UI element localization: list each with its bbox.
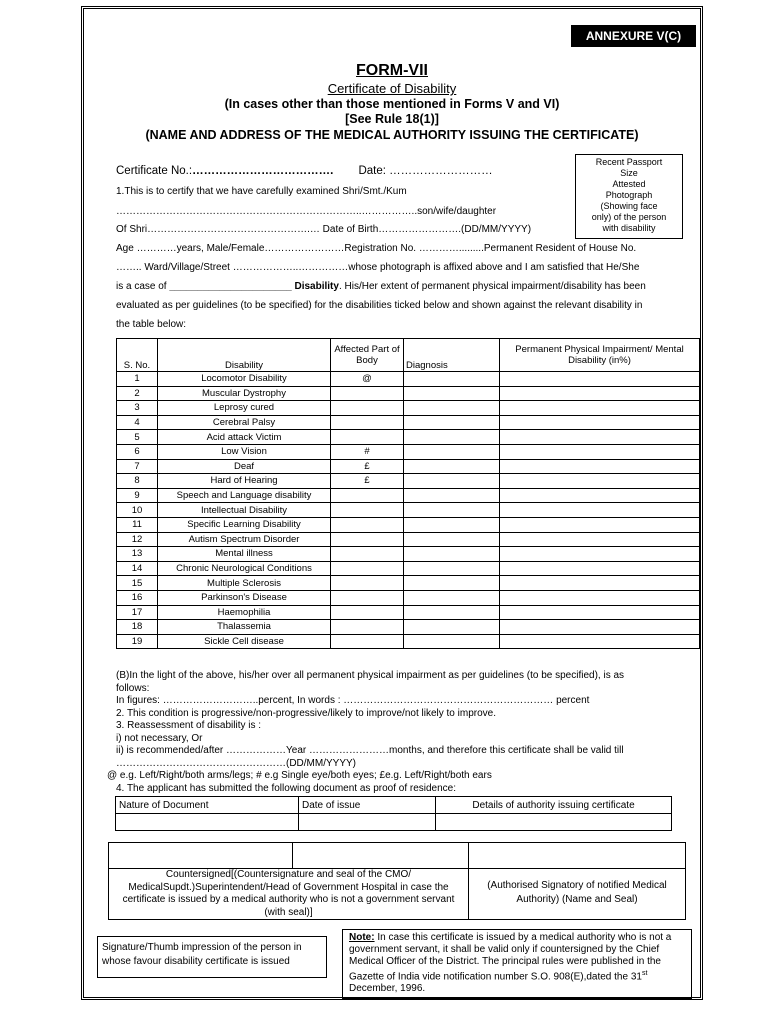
row-disability: Muscular Dystrophy [158, 386, 331, 401]
table-row [117, 401, 700, 416]
note-superscript: st [641, 970, 648, 977]
authorised-signatory-box: (Authorised Signatory of notified Medical Authority) (Name and Seal) [468, 868, 686, 920]
row-diagnosis[interactable] [404, 459, 500, 474]
row-affected-part [331, 532, 404, 547]
row-diagnosis[interactable] [404, 561, 500, 576]
body-line: Age …………years, Male/Female……………………Registration No. ………….........Permanent Resident of House No. [116, 243, 637, 254]
note-label: Note: [349, 932, 375, 943]
disability-table [116, 338, 700, 649]
row-diagnosis[interactable] [404, 503, 500, 518]
row-impairment[interactable] [500, 430, 700, 445]
body-line: evaluated as per guidelines (to be specified) for the disabilities ticked below and shown against the relevant disability in [116, 300, 643, 311]
form-rule: [See Rule 18(1)] [345, 112, 439, 126]
row-affected-part [331, 503, 404, 518]
assessment-line: 3. Reassessment of disability is : [116, 720, 262, 731]
assessment-line: ii) is recommended/after ………………Year ……………………months, and therefore this certificate shall be valid till [116, 745, 624, 756]
row-sno: 19 [117, 634, 158, 649]
doc-authority-cell[interactable] [436, 814, 672, 831]
form-cases: (In cases other than those mentioned in Forms V and VI) [224, 97, 560, 111]
table-row [116, 814, 672, 831]
row-diagnosis[interactable] [404, 488, 500, 503]
row-disability: Multiple Sclerosis [158, 576, 331, 591]
body-line: …….. Ward/Village/Street ………………..……………whose photograph is affixed above and I am satisfied that He/She [116, 262, 640, 273]
row-sno: 1 [117, 372, 158, 387]
table-row [117, 620, 700, 635]
table-row [117, 517, 700, 532]
table-row [117, 634, 700, 649]
row-sno: 11 [117, 517, 158, 532]
row-disability: Haemophilia [158, 605, 331, 620]
row-impairment[interactable] [500, 372, 700, 387]
assessment-line: In figures: ………………………..percent, In words : ……………………………………………………… percent [116, 695, 590, 706]
signature-cell[interactable] [468, 842, 686, 869]
row-diagnosis[interactable] [404, 634, 500, 649]
row-impairment[interactable] [500, 386, 700, 401]
disability-field[interactable]: ______________________ Disability [169, 281, 339, 292]
row-affected-part [331, 517, 404, 532]
assessment-line: 2. This condition is progressive/non-progressive/likely to improve/not likely to improve. [116, 707, 496, 719]
row-disability: Mental illness [158, 547, 331, 562]
row-impairment[interactable] [500, 590, 700, 605]
row-sno: 7 [117, 459, 158, 474]
assessment-section [116, 670, 661, 770]
authority-heading: (NAME AND ADDRESS OF THE MEDICAL AUTHORITY ISSUING THE CERTIFICATE) [145, 128, 639, 142]
table-row [117, 532, 700, 547]
row-impairment[interactable] [500, 576, 700, 591]
row-affected-part [331, 590, 404, 605]
row-diagnosis[interactable] [404, 532, 500, 547]
row-impairment[interactable] [500, 561, 700, 576]
row-sno: 3 [117, 401, 158, 416]
row-impairment[interactable] [500, 488, 700, 503]
table-row [117, 547, 700, 562]
body-line: Of Shri………………………………………….… Date of Birth…………………….(DD/MM/YYYY) [116, 224, 532, 235]
table-header-row [117, 339, 700, 372]
row-impairment[interactable] [500, 503, 700, 518]
row-affected-part [331, 634, 404, 649]
row-affected-part: £ [331, 459, 404, 474]
row-disability: Leprosy cured [158, 401, 331, 416]
row-diagnosis[interactable] [404, 372, 500, 387]
body-line: the table below: [116, 319, 187, 330]
row-disability: Acid attack Victim [158, 430, 331, 445]
header-impairment: Permanent Physical Impairment/ Mental Disability (in%) [500, 339, 700, 372]
row-affected-part [331, 547, 404, 562]
row-sno: 4 [117, 415, 158, 430]
body-line: 1.This is to certify that we have carefully examined Shri/Smt./Kum [116, 186, 407, 197]
row-sno: 14 [117, 561, 158, 576]
row-impairment[interactable] [500, 415, 700, 430]
row-diagnosis[interactable] [404, 547, 500, 562]
row-impairment[interactable] [500, 459, 700, 474]
photo-text: Photograph [605, 190, 653, 200]
header-affected-part: Affected Part of Body [331, 339, 404, 372]
header-sno: S. No. [117, 339, 158, 372]
table-row [117, 386, 700, 401]
body-line [116, 281, 646, 292]
row-impairment[interactable] [500, 547, 700, 562]
assessment-line: i) not necessary, Or [116, 732, 203, 744]
row-impairment[interactable] [500, 620, 700, 635]
row-diagnosis[interactable] [404, 517, 500, 532]
annexure-label: ANNEXURE V(C) [571, 25, 696, 47]
row-impairment[interactable] [500, 532, 700, 547]
row-diagnosis[interactable] [404, 576, 500, 591]
note-end: December, 1996. [349, 983, 426, 995]
row-diagnosis[interactable] [404, 620, 500, 635]
table-row [117, 430, 700, 445]
row-sno: 16 [117, 590, 158, 605]
row-disability: Chronic Neurological Conditions [158, 561, 331, 576]
doc-nature-cell[interactable] [116, 814, 299, 831]
row-affected-part [331, 401, 404, 416]
row-sno: 15 [117, 576, 158, 591]
row-sno: 13 [117, 547, 158, 562]
row-affected-part [331, 415, 404, 430]
photo-text: Recent Passport [595, 157, 663, 167]
row-diagnosis[interactable] [404, 474, 500, 489]
photo-text: Size [620, 168, 638, 178]
table-row [117, 576, 700, 591]
doc-header-authority: Details of authority issuing certificate [436, 797, 672, 814]
row-impairment[interactable] [500, 444, 700, 459]
row-disability: Intellectual Disability [158, 503, 331, 518]
countersigned-box: Countersigned[(Countersignature and seal of the CMO/ MedicalSupdt.)Superintendent/Head of Government Hospital in case the certificate is issued by a medical authority who is not a government servant (with seal)] [108, 868, 469, 920]
row-affected-part [331, 561, 404, 576]
row-diagnosis[interactable] [404, 605, 500, 620]
form-title: FORM-VII [356, 62, 428, 79]
row-disability: Speech and Language disability [158, 488, 331, 503]
disability-table-body [117, 372, 700, 649]
photo-text: (Showing face [600, 201, 658, 211]
row-affected-part [331, 576, 404, 591]
row-sno: 12 [117, 532, 158, 547]
row-diagnosis[interactable] [404, 401, 500, 416]
row-affected-part [331, 605, 404, 620]
row-sno: 6 [117, 444, 158, 459]
row-disability: Sickle Cell disease [158, 634, 331, 649]
body-text: . His/Her extent of permanent physical impairment/disability has been [338, 281, 646, 292]
assessment-line: (B)In the light of the above, his/her over all permanent physical impairment as per guidelines (to be specified), is as [116, 670, 625, 681]
body-line: ………………………………………………………………..……………..son/wife/daughter [116, 206, 497, 217]
row-diagnosis[interactable] [404, 415, 500, 430]
table-row [117, 590, 700, 605]
assessment-line: follows: [116, 682, 150, 694]
row-sno: 8 [117, 474, 158, 489]
doc-header-nature: Nature of Document [116, 797, 299, 814]
row-affected-part: # [331, 444, 404, 459]
row-diagnosis[interactable] [404, 590, 500, 605]
row-disability: Low Vision [158, 444, 331, 459]
applicant-signature-box: Signature/Thumb impression of the person in whose favour disability certificate is issued [97, 936, 327, 978]
form-subtitle: Certificate of Disability [327, 81, 457, 96]
row-disability: Thalassemia [158, 620, 331, 635]
table-row [117, 503, 700, 518]
certificate-no-field[interactable]: ………………………………. [192, 165, 334, 177]
assessment-line: ……………………………………………(DD/MM/YYYY) [116, 757, 356, 769]
note-text: In case this certificate is issued by a medical authority who is not a government servant, it shall be valid only if countersigned by the Chief Medical Officer of the District. The principal rules were published in the Gazette of India vide notification number S.O. 908(E),dated the 31 [349, 932, 672, 983]
residence-proof-line: 4. The applicant has submitted the following document as proof of residence: [116, 783, 457, 794]
table-row [117, 488, 700, 503]
row-affected-part: £ [331, 474, 404, 489]
row-impairment[interactable] [500, 605, 700, 620]
note-box [342, 929, 692, 999]
row-impairment[interactable] [500, 401, 700, 416]
certificate-no-line [116, 165, 493, 177]
signature-cell[interactable] [108, 842, 293, 869]
photo-text: only) of the person [591, 212, 667, 222]
table-row [117, 474, 700, 489]
row-impairment[interactable] [500, 474, 700, 489]
row-sno: 2 [117, 386, 158, 401]
photo-text: Attested [612, 179, 646, 189]
row-affected-part [331, 430, 404, 445]
row-disability: Cerebral Palsy [158, 415, 331, 430]
row-diagnosis[interactable] [404, 386, 500, 401]
row-disability: Autism Spectrum Disorder [158, 532, 331, 547]
row-affected-part [331, 620, 404, 635]
table-row [117, 561, 700, 576]
header-diagnosis: Diagnosis [404, 339, 500, 372]
date-field[interactable]: Date: ……………………… [358, 165, 493, 177]
header-disability: Disability [158, 339, 331, 372]
doc-header-date: Date of issue [299, 797, 436, 814]
row-disability: Parkinson's Disease [158, 590, 331, 605]
signature-cell[interactable] [292, 842, 469, 869]
row-sno: 9 [117, 488, 158, 503]
row-disability: Locomotor Disability [158, 372, 331, 387]
row-impairment[interactable] [500, 634, 700, 649]
residence-document-table [115, 796, 672, 831]
row-diagnosis[interactable] [404, 430, 500, 445]
row-disability: Hard of Hearing [158, 474, 331, 489]
table-row [117, 444, 700, 459]
table-row [117, 459, 700, 474]
row-disability: Specific Learning Disability [158, 517, 331, 532]
photo-box [575, 154, 683, 239]
row-impairment[interactable] [500, 517, 700, 532]
certificate-no-label: Certificate No.: [116, 165, 193, 177]
doc-date-cell[interactable] [299, 814, 436, 831]
legend-line: @ e.g. Left/Right/both arms/legs; # e.g Single eye/both eyes; £e.g. Left/Right/both ears [107, 770, 492, 781]
row-affected-part [331, 386, 404, 401]
table-row [117, 605, 700, 620]
row-disability: Deaf [158, 459, 331, 474]
row-sno: 17 [117, 605, 158, 620]
row-diagnosis[interactable] [404, 444, 500, 459]
table-row [117, 415, 700, 430]
body-text: is a case of [116, 281, 170, 292]
row-sno: 18 [117, 620, 158, 635]
table-row [117, 372, 700, 387]
row-affected-part [331, 488, 404, 503]
row-sno: 5 [117, 430, 158, 445]
row-affected-part: @ [331, 372, 404, 387]
row-sno: 10 [117, 503, 158, 518]
photo-text: with disability [602, 223, 656, 233]
table-row [116, 797, 672, 814]
